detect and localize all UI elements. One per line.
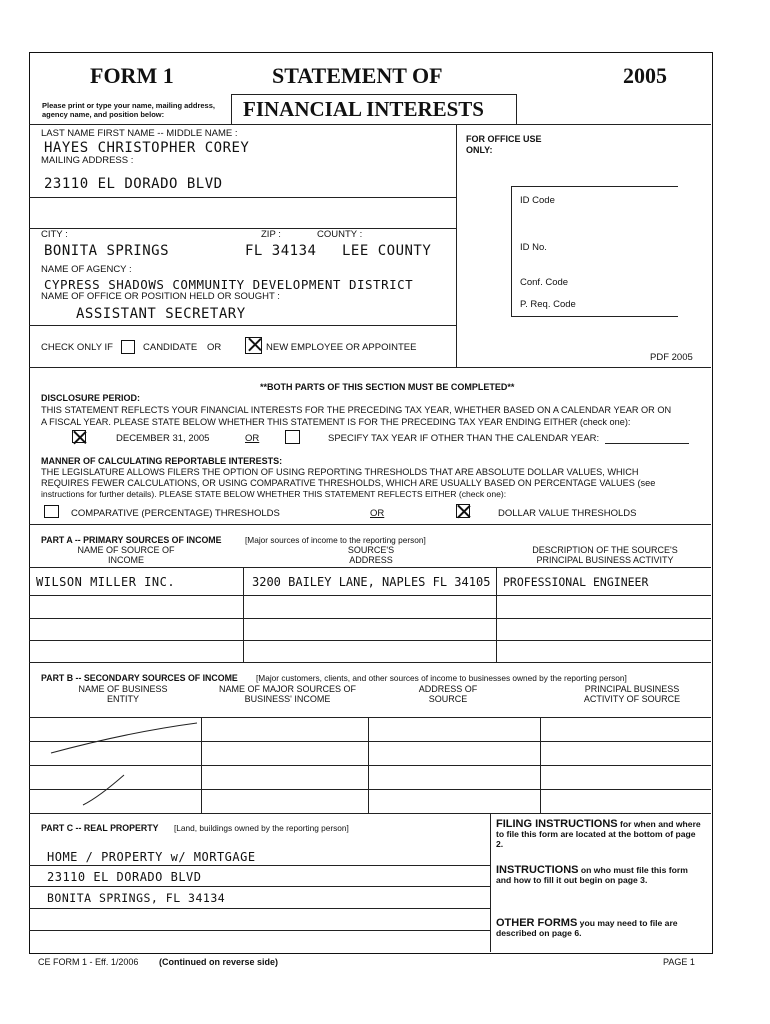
form-number: FORM 1	[90, 63, 174, 88]
conf-code-label: Conf. Code	[520, 277, 569, 288]
mailing-value[interactable]: 23110 EL DORADO BLVD	[44, 176, 223, 192]
part-c-line-2[interactable]: 23110 EL DORADO BLVD	[47, 870, 202, 884]
filing-instructions	[496, 819, 704, 849]
footer-continued: (Continued on reverse side)	[159, 957, 279, 967]
part-a-row1-address[interactable]: 3200 BAILEY LANE, NAPLES FL 34105	[252, 575, 491, 589]
name-label: LAST NAME FIRST NAME -- MIDDLE NAME :	[41, 128, 238, 139]
period-label: DISCLOSURE PERIOD:	[41, 393, 141, 403]
candidate-checkbox[interactable]	[121, 340, 135, 354]
or-underline-2: OR	[370, 508, 385, 519]
manner-text-2: REQUIRES FEWER CALCULATIONS, OR USING COMPARATIVE THRESHOLDS, WHICH ARE USUALLY BASED ON PERCENTAGE VALUES (see	[41, 478, 656, 488]
check-only-label: CHECK ONLY IF	[41, 342, 113, 353]
agency-label: NAME OF AGENCY :	[41, 264, 132, 275]
position-label: NAME OF OFFICE OR POSITION HELD OR SOUGHT :	[41, 291, 280, 302]
part-a-subtitle: [Major sources of income to the reporting person]	[245, 535, 426, 545]
position-value[interactable]: ASSISTANT SECRETARY	[76, 306, 246, 322]
specify-checkbox[interactable]	[285, 430, 300, 444]
county-value[interactable]: LEE COUNTY	[342, 243, 432, 259]
agency-value[interactable]: CYPRESS SHADOWS COMMUNITY DEVELOPMENT DISTRICT	[44, 277, 414, 292]
candidate-label: CANDIDATE	[143, 342, 198, 353]
filing-title: FILING INSTRUCTIONS	[496, 818, 618, 830]
manner-label: MANNER OF CALCULATING REPORTABLE INTERESTS:	[41, 456, 283, 466]
dec31-label: DECEMBER 31, 2005	[116, 433, 210, 444]
period-text-2: A FISCAL YEAR. PLEASE STATE BELOW WHETHER THIS STATEMENT IS FOR THE PRECEDING TAX YEAR ENDING EITHER (check one):	[41, 417, 631, 427]
part-c-subtitle: [Land, buildings owned by the reporting person]	[174, 823, 349, 833]
comparative-label: COMPARATIVE (PERCENTAGE) THRESHOLDS	[71, 508, 280, 519]
new-employee-checkbox[interactable]	[245, 337, 262, 354]
part-b-col1: NAME OF BUSINESS ENTITY	[78, 684, 168, 704]
dollar-checkbox[interactable]	[456, 504, 470, 518]
footer-page: PAGE 1	[663, 957, 695, 967]
part-a-col1: NAME OF SOURCE OF INCOME	[77, 545, 175, 565]
or-label: OR	[207, 342, 222, 353]
part-a-col2: SOURCE'S ADDRESS	[347, 545, 395, 565]
print-instructions: Please print or type your name, mailing address, agency name, and position below:	[42, 101, 215, 119]
part-c-line-3[interactable]: BONITA SPRINGS, FL 34134	[47, 891, 226, 905]
part-c-title: PART C -- REAL PROPERTY	[41, 823, 159, 833]
county-label: COUNTY :	[317, 229, 363, 240]
part-b-subtitle: [Major customers, clients, and other sources of income to businesses owned by the reporting person]	[256, 673, 627, 683]
other-text: you may need to file are described on page 6.	[496, 918, 678, 938]
part-b-title: PART B -- SECONDARY SOURCES OF INCOME	[41, 673, 238, 683]
specify-label: SPECIFY TAX YEAR IF OTHER THAN THE CALENDAR YEAR:	[328, 433, 600, 444]
comparative-checkbox[interactable]	[44, 505, 59, 518]
manner-text-3: instructions for further details). PLEASE STATE BELOW WHETHER THIS STATEMENT REFLECTS EITHER (check one):	[41, 489, 507, 499]
part-b-strike-lines	[29, 717, 209, 813]
other-forms-block	[496, 918, 704, 938]
or-underline-1: OR	[245, 433, 260, 444]
part-a-row1-activity[interactable]: PROFESSIONAL ENGINEER	[503, 575, 649, 589]
instr-title: INSTRUCTIONS	[496, 864, 579, 876]
part-a-col3: DESCRIPTION OF THE SOURCE'S PRINCIPAL BUSINESS ACTIVITY	[532, 545, 678, 565]
pdf-version: PDF 2005	[650, 352, 693, 363]
part-a-row1-name[interactable]: WILSON MILLER INC.	[36, 575, 176, 589]
zip-value[interactable]: FL 34134	[245, 243, 317, 259]
form-year: 2005	[623, 63, 667, 88]
part-a-title: PART A -- PRIMARY SOURCES OF INCOME	[41, 535, 222, 545]
dollar-label: DOLLAR VALUE THRESHOLDS	[498, 508, 637, 519]
footer-form-id: CE FORM 1 - Eff. 1/2006	[38, 957, 139, 967]
city-value[interactable]: BONITA SPRINGS	[44, 243, 170, 259]
other-title: OTHER FORMS	[496, 917, 578, 929]
office-use-label: FOR OFFICE USE ONLY:	[466, 134, 542, 155]
p-req-code-label: P. Req. Code	[520, 299, 576, 310]
id-no-label: ID No.	[520, 242, 547, 253]
instr-text: on who must file this form and how to fill it out begin on page 3.	[496, 865, 688, 885]
instructions-block	[496, 865, 704, 885]
part-b-col4: PRINCIPAL BUSINESS ACTIVITY OF SOURCE	[583, 684, 681, 704]
period-text-1: THIS STATEMENT REFLECTS YOUR FINANCIAL INTERESTS FOR THE PRECEDING TAX YEAR, WHETHER BASED ON A CALENDAR YEAR OR ON	[41, 405, 672, 415]
filing-text: for when and where to file this form are located at the bottom of page 2.	[496, 819, 701, 849]
mailing-label: MAILING ADDRESS :	[41, 155, 134, 166]
title-line1: STATEMENT OF	[272, 63, 443, 88]
dec31-checkbox[interactable]	[72, 430, 86, 443]
manner-text-1: THE LEGISLATURE ALLOWS FILERS THE OPTION OF USING REPORTING THRESHOLDS THAT ARE ABSOLUTE DOLLAR VALUES, WHICH	[41, 467, 639, 477]
name-value[interactable]: HAYES CHRISTOPHER COREY	[44, 140, 250, 156]
new-employee-label: NEW EMPLOYEE OR APPOINTEE	[266, 342, 417, 353]
zip-label: ZIP :	[261, 229, 281, 240]
city-label: CITY :	[41, 229, 68, 240]
disclosure-banner: **BOTH PARTS OF THIS SECTION MUST BE COMPLETED**	[260, 382, 515, 392]
id-code-label: ID Code	[520, 195, 555, 206]
part-c-line-1[interactable]: HOME / PROPERTY w/ MORTGAGE	[47, 850, 256, 864]
part-b-col3: ADDRESS OF SOURCE	[418, 684, 478, 704]
part-b-col2: NAME OF MAJOR SOURCES OF BUSINESS' INCOME	[218, 684, 356, 704]
title-line2: FINANCIAL INTERESTS	[243, 97, 484, 121]
